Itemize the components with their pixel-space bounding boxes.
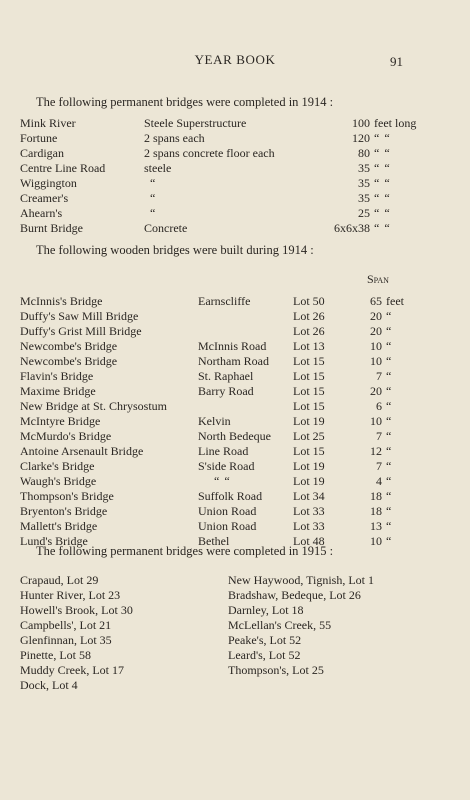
bridge-name: McInnis's Bridge bbox=[20, 294, 103, 308]
list-item: New Haywood, Tignish, Lot 1 bbox=[228, 573, 375, 587]
span-header: Span bbox=[367, 272, 389, 286]
bridge-lot: Lot 26 bbox=[293, 309, 325, 323]
bridge-size: 6x6x38 bbox=[334, 221, 370, 235]
bridge-span: 7 bbox=[376, 429, 382, 443]
bridge-size: 100 bbox=[352, 116, 370, 130]
bridge-name: Mallett's Bridge bbox=[20, 519, 98, 533]
list-item: Hunter River, Lot 23 bbox=[20, 588, 121, 602]
section2-intro: The following wooden bridges were built during 1914 : bbox=[36, 243, 314, 257]
bridge-span-unit: “ bbox=[386, 459, 392, 473]
bridge-size: 120 bbox=[352, 131, 370, 145]
bridge-place: St. Raphael bbox=[198, 369, 254, 383]
bridge-lot: Lot 48 bbox=[293, 534, 325, 548]
bridge-place: McInnis Road bbox=[198, 339, 267, 353]
table-row bbox=[0, 221, 470, 235]
list-row bbox=[0, 633, 470, 647]
list-row bbox=[0, 648, 470, 662]
bridge-lot: Lot 13 bbox=[293, 339, 325, 353]
table-row bbox=[0, 131, 470, 145]
bridge-place: Earnscliffe bbox=[198, 294, 251, 308]
bridge-span: 10 bbox=[370, 354, 382, 368]
bridge-name: Lund's Bridge bbox=[20, 534, 88, 548]
bridge-span: 4 bbox=[376, 474, 382, 488]
list-row bbox=[0, 603, 470, 617]
bridge-lot: Lot 34 bbox=[293, 489, 325, 503]
bridge-unit: “ “ bbox=[374, 131, 391, 145]
bridge-name: Centre Line Road bbox=[20, 161, 106, 175]
bridge-span-unit: “ bbox=[386, 414, 392, 428]
bridge-span-unit: feet bbox=[386, 294, 404, 308]
bridge-name: Duffy's Grist Mill Bridge bbox=[20, 324, 142, 338]
bridge-size: 35 bbox=[358, 191, 370, 205]
bridge-lot: Lot 19 bbox=[293, 414, 325, 428]
bridge-lot: Lot 33 bbox=[293, 504, 325, 518]
bridge-unit: “ “ bbox=[374, 206, 391, 220]
list-item: McLellan's Creek, 55 bbox=[228, 618, 332, 632]
bridge-lot: Lot 26 bbox=[293, 324, 325, 338]
bridge-span: 7 bbox=[376, 459, 382, 473]
table-row bbox=[0, 191, 470, 205]
bridge-span-unit: “ bbox=[386, 519, 392, 533]
bridge-lot: Lot 15 bbox=[293, 444, 325, 458]
bridge-span-unit: “ bbox=[386, 324, 392, 338]
list-item: Glenfinnan, Lot 35 bbox=[20, 633, 112, 647]
table-row bbox=[0, 444, 470, 458]
bridge-lot: Lot 25 bbox=[293, 429, 325, 443]
bridge-size: 35 bbox=[358, 176, 370, 190]
list-item: Peake's, Lot 52 bbox=[228, 633, 302, 647]
bridge-lot: Lot 15 bbox=[293, 399, 325, 413]
bridge-lot: Lot 15 bbox=[293, 384, 325, 398]
table-row bbox=[0, 206, 470, 220]
bridge-unit: “ “ bbox=[374, 161, 391, 175]
bridge-name: Duffy's Saw Mill Bridge bbox=[20, 309, 139, 323]
bridge-span: 13 bbox=[370, 519, 382, 533]
bridge-name: Waugh's Bridge bbox=[20, 474, 97, 488]
table-row bbox=[0, 324, 470, 338]
bridge-name: McMurdo's Bridge bbox=[20, 429, 112, 443]
bridge-span: 10 bbox=[370, 534, 382, 548]
bridge-place: Kelvin bbox=[198, 414, 231, 428]
list-item: Bradshaw, Bedeque, Lot 26 bbox=[228, 588, 361, 602]
table-row bbox=[0, 161, 470, 175]
bridge-span: 10 bbox=[370, 339, 382, 353]
list-item: Thompson's, Lot 25 bbox=[228, 663, 324, 677]
bridge-name: Newcombe's Bridge bbox=[20, 339, 118, 353]
bridge-lot: Lot 15 bbox=[293, 369, 325, 383]
bridge-span-unit: “ bbox=[386, 384, 392, 398]
bridge-place: Northam Road bbox=[198, 354, 269, 368]
list-item: Crapaud, Lot 29 bbox=[20, 573, 99, 587]
table-row bbox=[0, 429, 470, 443]
bridge-desc: 2 spans concrete floor each bbox=[144, 146, 275, 160]
bridge-name: McIntyre Bridge bbox=[20, 414, 101, 428]
list-item: Leard's, Lot 52 bbox=[228, 648, 301, 662]
bridge-span: 10 bbox=[370, 414, 382, 428]
bridge-name: Thompson's Bridge bbox=[20, 489, 114, 503]
list-item: Darnley, Lot 18 bbox=[228, 603, 304, 617]
bridge-name: Wiggington bbox=[20, 176, 77, 190]
list-row bbox=[0, 663, 470, 677]
bridge-unit: “ “ bbox=[374, 221, 391, 235]
bridge-span: 20 bbox=[370, 324, 382, 338]
bridge-place: Suffolk Road bbox=[198, 489, 263, 503]
bridge-lot: Lot 19 bbox=[293, 459, 325, 473]
bridge-name: Fortune bbox=[20, 131, 58, 145]
list-row bbox=[0, 618, 470, 632]
list-row bbox=[0, 588, 470, 602]
bridge-span: 20 bbox=[370, 309, 382, 323]
table-row bbox=[0, 474, 470, 488]
bridge-unit: “ “ bbox=[374, 191, 391, 205]
list-row bbox=[0, 678, 470, 692]
table-row bbox=[0, 504, 470, 518]
bridge-desc: 2 spans each bbox=[144, 131, 205, 145]
bridge-size: 35 bbox=[358, 161, 370, 175]
section1-intro: The following permanent bridges were completed in 1914 : bbox=[36, 95, 334, 109]
table-row bbox=[0, 294, 470, 308]
bridge-span-unit: “ bbox=[386, 534, 392, 548]
bridge-size: 80 bbox=[358, 146, 370, 160]
bridge-span: 20 bbox=[370, 384, 382, 398]
bridge-span-unit: “ bbox=[386, 309, 392, 323]
bridge-desc: Steele Superstructure bbox=[144, 116, 247, 130]
bridge-unit: feet long bbox=[374, 116, 417, 130]
bridge-place: Union Road bbox=[198, 504, 257, 518]
bridge-span: 18 bbox=[370, 504, 382, 518]
list-item: Dock, Lot 4 bbox=[20, 678, 78, 692]
table-row bbox=[0, 459, 470, 473]
bridge-span: 7 bbox=[376, 369, 382, 383]
list-item: Campbells', Lot 21 bbox=[20, 618, 112, 632]
running-header: YEAR BOOK bbox=[194, 52, 276, 67]
table-row bbox=[0, 489, 470, 503]
bridge-name: Cardigan bbox=[20, 146, 64, 160]
table-row bbox=[0, 176, 470, 190]
table-row bbox=[0, 116, 470, 130]
bridge-name: Maxime Bridge bbox=[20, 384, 96, 398]
table-row bbox=[0, 399, 470, 413]
list-item: Muddy Creek, Lot 17 bbox=[20, 663, 124, 677]
span-column-header bbox=[0, 272, 470, 286]
bridge-span-unit: “ bbox=[386, 429, 392, 443]
bridge-span: 18 bbox=[370, 489, 382, 503]
table-row bbox=[0, 384, 470, 398]
bridge-name: Ahearn's bbox=[20, 206, 63, 220]
bridge-place: North Bedeque bbox=[198, 429, 271, 443]
bridge-name: Burnt Bridge bbox=[20, 221, 83, 235]
bridge-place: Barry Road bbox=[198, 384, 254, 398]
bridge-span: 12 bbox=[370, 444, 382, 458]
list-row bbox=[0, 573, 470, 587]
bridge-span-unit: “ bbox=[386, 399, 392, 413]
section3-intro: The following permanent bridges were completed in 1915 : bbox=[36, 544, 334, 558]
bridge-name: New Bridge at St. Chrysostum bbox=[20, 399, 167, 413]
bridge-span-unit: “ bbox=[386, 369, 392, 383]
bridge-name: Bryenton's Bridge bbox=[20, 504, 108, 518]
table-row bbox=[0, 414, 470, 428]
list-item: Pinette, Lot 58 bbox=[20, 648, 91, 662]
table-row bbox=[0, 519, 470, 533]
bridge-desc: “ bbox=[150, 191, 156, 205]
bridge-span-unit: “ bbox=[386, 444, 392, 458]
bridge-span-unit: “ bbox=[386, 339, 392, 353]
bridge-lot: Lot 33 bbox=[293, 519, 325, 533]
table-row bbox=[0, 354, 470, 368]
bridge-lot: Lot 19 bbox=[293, 474, 325, 488]
bridge-desc: Concrete bbox=[144, 221, 188, 235]
bridge-lot: Lot 50 bbox=[293, 294, 325, 308]
bridge-desc: “ bbox=[150, 176, 156, 190]
table-row bbox=[0, 309, 470, 323]
bridge-place: Line Road bbox=[198, 444, 249, 458]
bridge-name: Clarke's Bridge bbox=[20, 459, 95, 473]
bridge-place: Bethel bbox=[198, 534, 230, 548]
bridge-span-unit: “ bbox=[386, 354, 392, 368]
bridge-span-unit: “ bbox=[386, 504, 392, 518]
table-row bbox=[0, 339, 470, 353]
bridge-span: 6 bbox=[376, 399, 382, 413]
bridge-unit: “ “ bbox=[374, 146, 391, 160]
bridge-unit: “ “ bbox=[374, 176, 391, 190]
bridge-place: S'side Road bbox=[198, 459, 255, 473]
bridge-place: “ “ bbox=[214, 474, 231, 488]
table-row bbox=[0, 146, 470, 160]
bridge-desc: “ bbox=[150, 206, 156, 220]
bridge-place: Union Road bbox=[198, 519, 257, 533]
list-item: Howell's Brook, Lot 30 bbox=[20, 603, 133, 617]
bridge-name: Creamer's bbox=[20, 191, 69, 205]
bridge-name: Newcombe's Bridge bbox=[20, 354, 118, 368]
bridge-name: Mink River bbox=[20, 116, 76, 130]
bridge-name: Flavin's Bridge bbox=[20, 369, 94, 383]
page-number: 91 bbox=[390, 54, 403, 69]
bridge-name: Antoine Arsenault Bridge bbox=[20, 444, 144, 458]
table-row bbox=[0, 369, 470, 383]
bridge-span: 65 bbox=[370, 294, 382, 308]
bridge-size: 25 bbox=[358, 206, 370, 220]
bridge-span-unit: “ bbox=[386, 474, 392, 488]
bridge-span-unit: “ bbox=[386, 489, 392, 503]
bridge-desc: steele bbox=[144, 161, 172, 175]
bridge-lot: Lot 15 bbox=[293, 354, 325, 368]
